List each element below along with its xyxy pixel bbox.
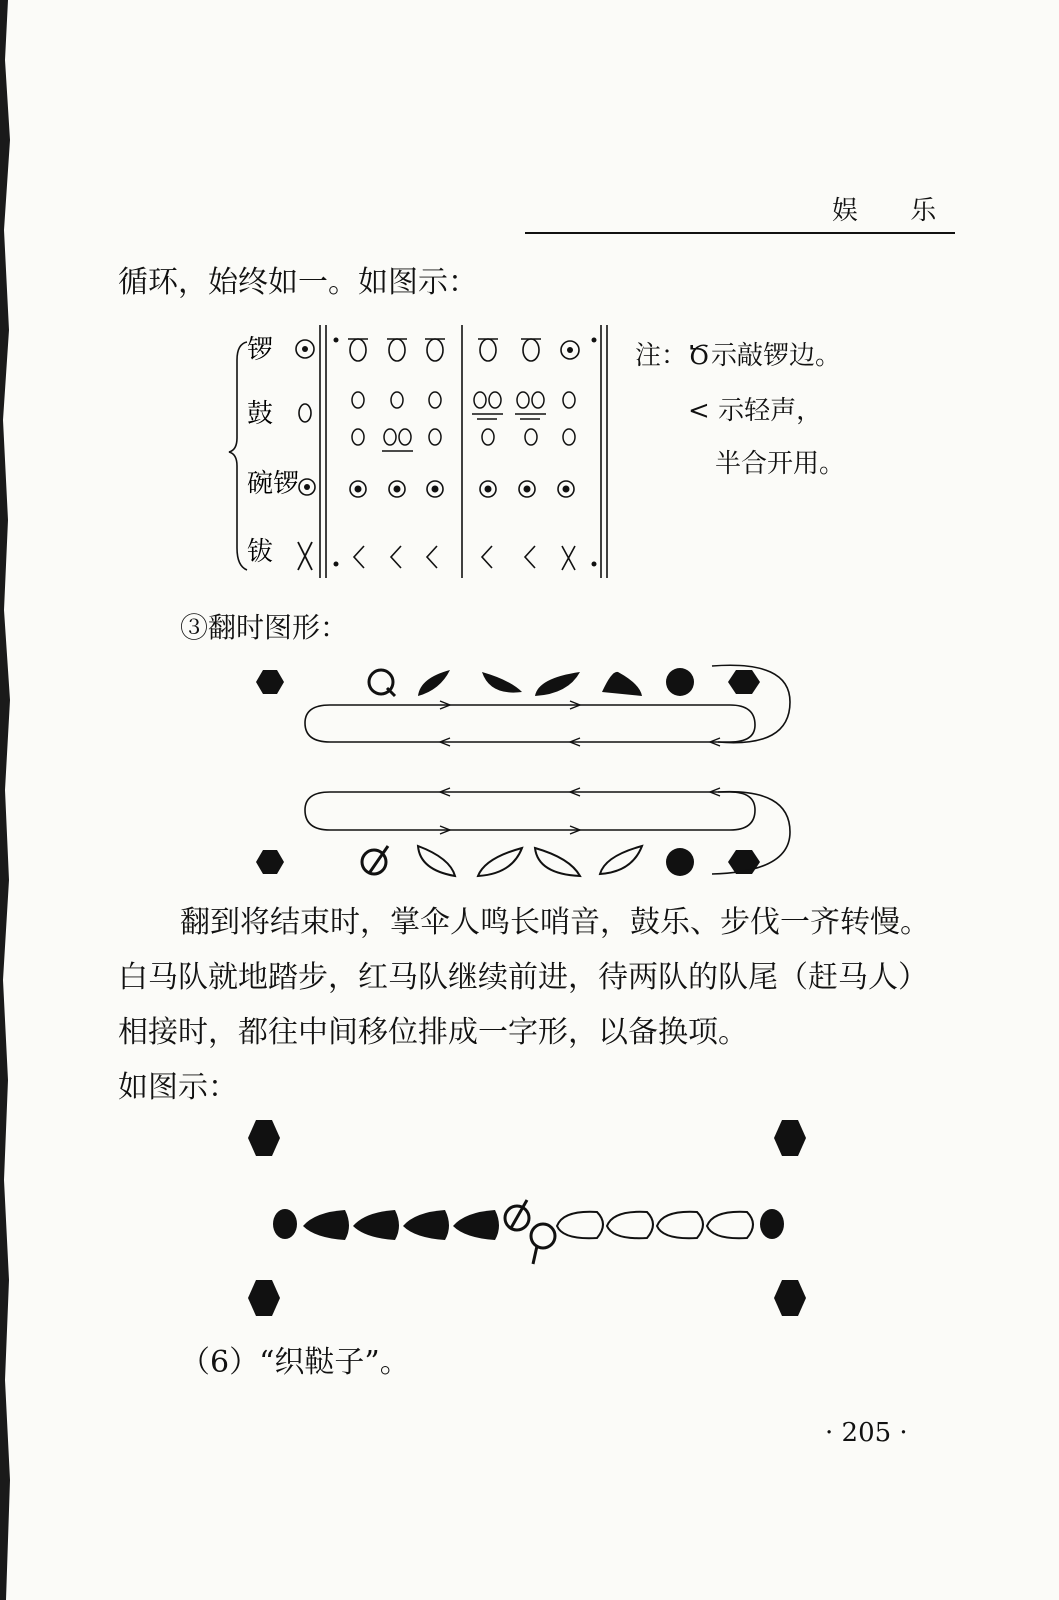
formation-diagram-line: [245, 1120, 825, 1335]
bo-row: [354, 546, 575, 570]
intro-line: 循环，始终如一。如图示：: [118, 265, 478, 300]
percussion-score: [225, 320, 625, 595]
key-symbols: [296, 340, 315, 570]
formation-diagram-turning: [250, 660, 810, 900]
instrument-bo: 钹: [247, 537, 274, 567]
torn-edge: [0, 0, 18, 1600]
bottom-team: [362, 846, 642, 876]
note-light: [688, 390, 822, 427]
note-title: 注：: [635, 341, 688, 371]
instrument-luo: 锣: [247, 335, 274, 365]
running-header: 娱 乐: [832, 196, 959, 226]
luo-row: [348, 339, 579, 361]
instrument-gu: 鼓: [247, 399, 274, 429]
note-light-text: 示轻声，: [718, 396, 823, 426]
as-shown-label: 如图示：: [118, 1070, 238, 1105]
page-number: · 205 ·: [825, 1418, 908, 1448]
paragraph-line-1: 翻到将结束时，掌伞人鸣长哨音，鼓乐、步伐一齐转慢。: [180, 905, 930, 940]
paragraph-line-3: 相接时，都往中间移位排成一字形，以备换项。: [118, 1015, 748, 1050]
header-rule: [525, 232, 955, 234]
note-half: 半合开用。: [715, 449, 846, 479]
section-6-heading: （6）“织鞑子”。: [180, 1345, 410, 1380]
note-rim: 示敲锣边。: [711, 341, 842, 371]
rim-symbol-icon: Ծ: [688, 341, 710, 371]
light-symbol-icon: <: [688, 396, 719, 426]
gu-row: [352, 392, 575, 445]
score-note: [635, 335, 841, 372]
top-team: [369, 668, 760, 696]
figure3-caption: ③翻时图形：: [180, 611, 349, 644]
instrument-wanluo: 碗锣: [247, 469, 300, 499]
paragraph-line-2: 白马队就地踏步，红马队继续前进，待两队的队尾（赶马人）: [118, 960, 928, 995]
